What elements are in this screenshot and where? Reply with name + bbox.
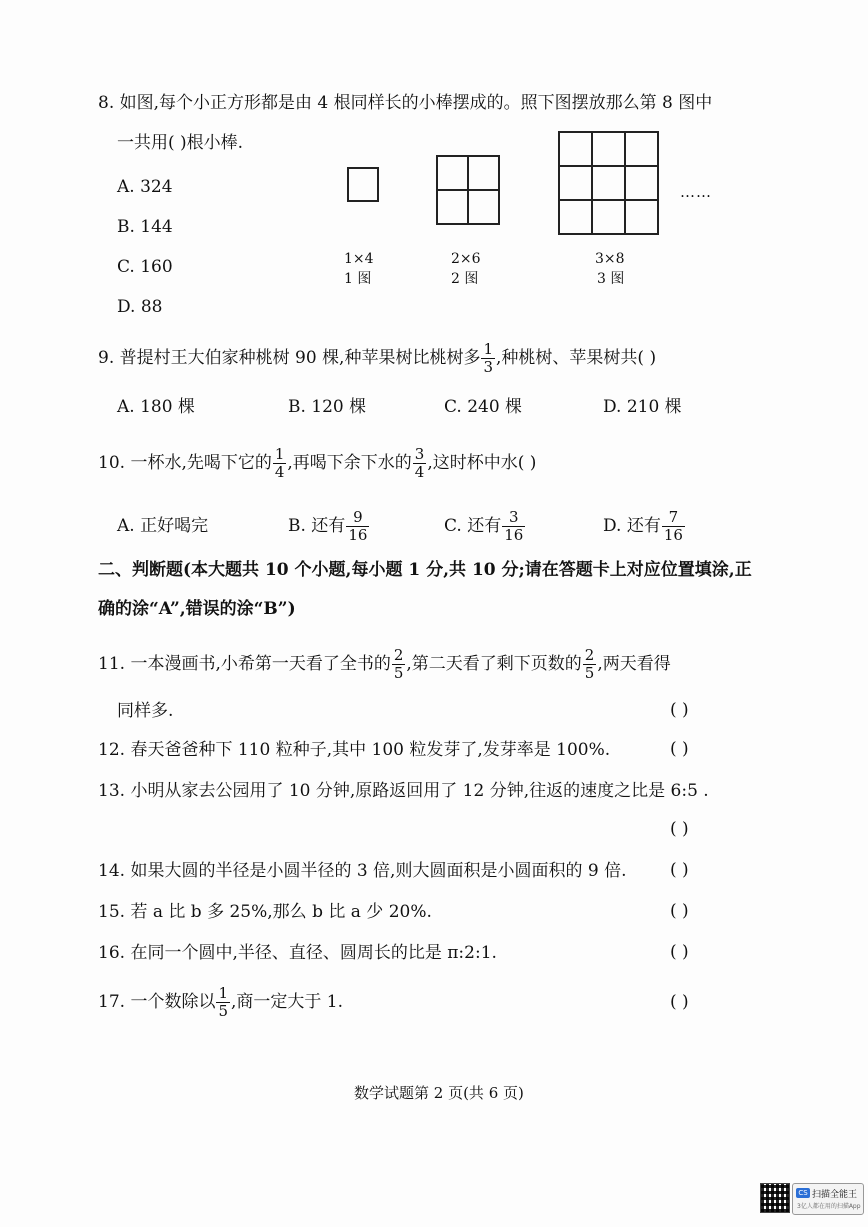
figure-3-formula: 3×8 xyxy=(595,251,625,267)
q11-line2: 同样多. xyxy=(117,701,174,721)
figure-2-label: 2 图 xyxy=(451,271,479,287)
q14-stem: 14. 如果大圆的半径是小圆半径的 3 倍,则大圆面积是小圆面积的 9 倍. xyxy=(98,861,627,881)
q9-option-b: B. 120 棵 xyxy=(288,397,367,417)
q10-fraction-1: $\frac{1}{4}$ xyxy=(274,445,285,481)
q10-option-b: B. 还有 $\frac{9}{16}$ xyxy=(288,508,368,544)
q17-answer-blank: ( ) xyxy=(670,992,689,1012)
q16-answer-blank: ( ) xyxy=(670,942,689,962)
q8-option-d: D. 88 xyxy=(117,297,163,317)
q15-answer-blank: ( ) xyxy=(670,901,689,921)
q17-stem: 17. 一个数除以 $\frac{1}{5}$ ,商一定大于 1. xyxy=(98,984,344,1020)
q10-option-d: D. 还有 $\frac{7}{16}$ xyxy=(603,508,683,544)
q10-fraction-2: $\frac{3}{4}$ xyxy=(414,445,425,481)
q14-answer-blank: ( ) xyxy=(670,860,689,880)
figure-1-label: 1 图 xyxy=(344,271,372,287)
q9-stem xyxy=(98,338,656,378)
q9-option-a: A. 180 棵 xyxy=(117,397,195,417)
q9-option-d: D. 210 棵 xyxy=(603,397,682,417)
q8-option-c: C. 160 xyxy=(117,257,173,277)
page-footer: 数学试题第 2 页(共 6 页) xyxy=(354,1084,524,1102)
figure-2-formula: 2×6 xyxy=(451,251,481,267)
q8-option-a: A. 324 xyxy=(117,177,173,197)
q9-text-before: 9. 普提村王大伯家种桃树 90 棵,种苹果树比桃树多 xyxy=(98,348,481,368)
q15-stem: 15. 若 a 比 b 多 25%,那么 b 比 a 少 20%. xyxy=(98,902,432,922)
q10-option-a: A. 正好喝完 xyxy=(117,516,209,536)
q9-option-c: C. 240 棵 xyxy=(444,397,523,417)
q11-stem: 11. 一本漫画书,小希第一天看了全书的 $\frac{2}{5}$ ,第二天看了剩下页数的 $\frac{2}{5}$ ,两天看得 xyxy=(98,646,671,682)
figure-1-formula: 1×4 xyxy=(344,251,374,267)
q8-option-b: B. 144 xyxy=(117,217,173,237)
scanner-logo-icon: CS xyxy=(796,1188,810,1198)
q13-answer-blank: ( ) xyxy=(670,819,689,839)
q8-line1: 8. 如图,每个小正方形都是由 4 根同样长的小棒摆成的。照下图摆放那么第 8 图中 xyxy=(98,93,713,113)
q11-answer-blank: ( ) xyxy=(670,700,689,720)
scanner-watermark: CS 扫描全能王 3亿人都在用的扫描App xyxy=(792,1183,864,1215)
q10-stem: 10. 一杯水,先喝下它的 $\frac{1}{4}$ ,再喝下余下水的 $\frac{3}{4}$ ,这时杯中水( ) xyxy=(98,445,537,481)
q12-answer-blank: ( ) xyxy=(670,739,689,759)
q8-line2: 一共用( )根小棒. xyxy=(117,133,244,153)
continuation-ellipsis: …… xyxy=(680,183,712,201)
q10-option-c: C. 还有 $\frac{3}{16}$ xyxy=(444,508,524,544)
qr-code-icon xyxy=(760,1183,790,1213)
section2-heading-line1: 二、判断题(本大题共 10 个小题,每小题 1 分,共 10 分;请在答题卡上对应位置填涂,正 xyxy=(98,560,752,580)
q12-stem: 12. 春天爸爸种下 110 粒种子,其中 100 粒发芽了,发芽率是 100%. xyxy=(98,740,611,760)
section2-heading-line2: 确的涂“A”,错误的涂“B”) xyxy=(98,599,296,619)
q9-text-after: ,种桃树、苹果树共( ) xyxy=(496,348,657,368)
figure-3-label: 3 图 xyxy=(597,271,625,287)
q9-fraction: $\frac{1}{3}$ xyxy=(483,340,494,376)
q13-stem: 13. 小明从家去公园用了 10 分钟,原路返回用了 12 分钟,往返的速度之比是 6:5 . xyxy=(98,781,709,801)
q16-stem: 16. 在同一个圆中,半径、直径、圆周长的比是 π:2:1. xyxy=(98,943,497,963)
